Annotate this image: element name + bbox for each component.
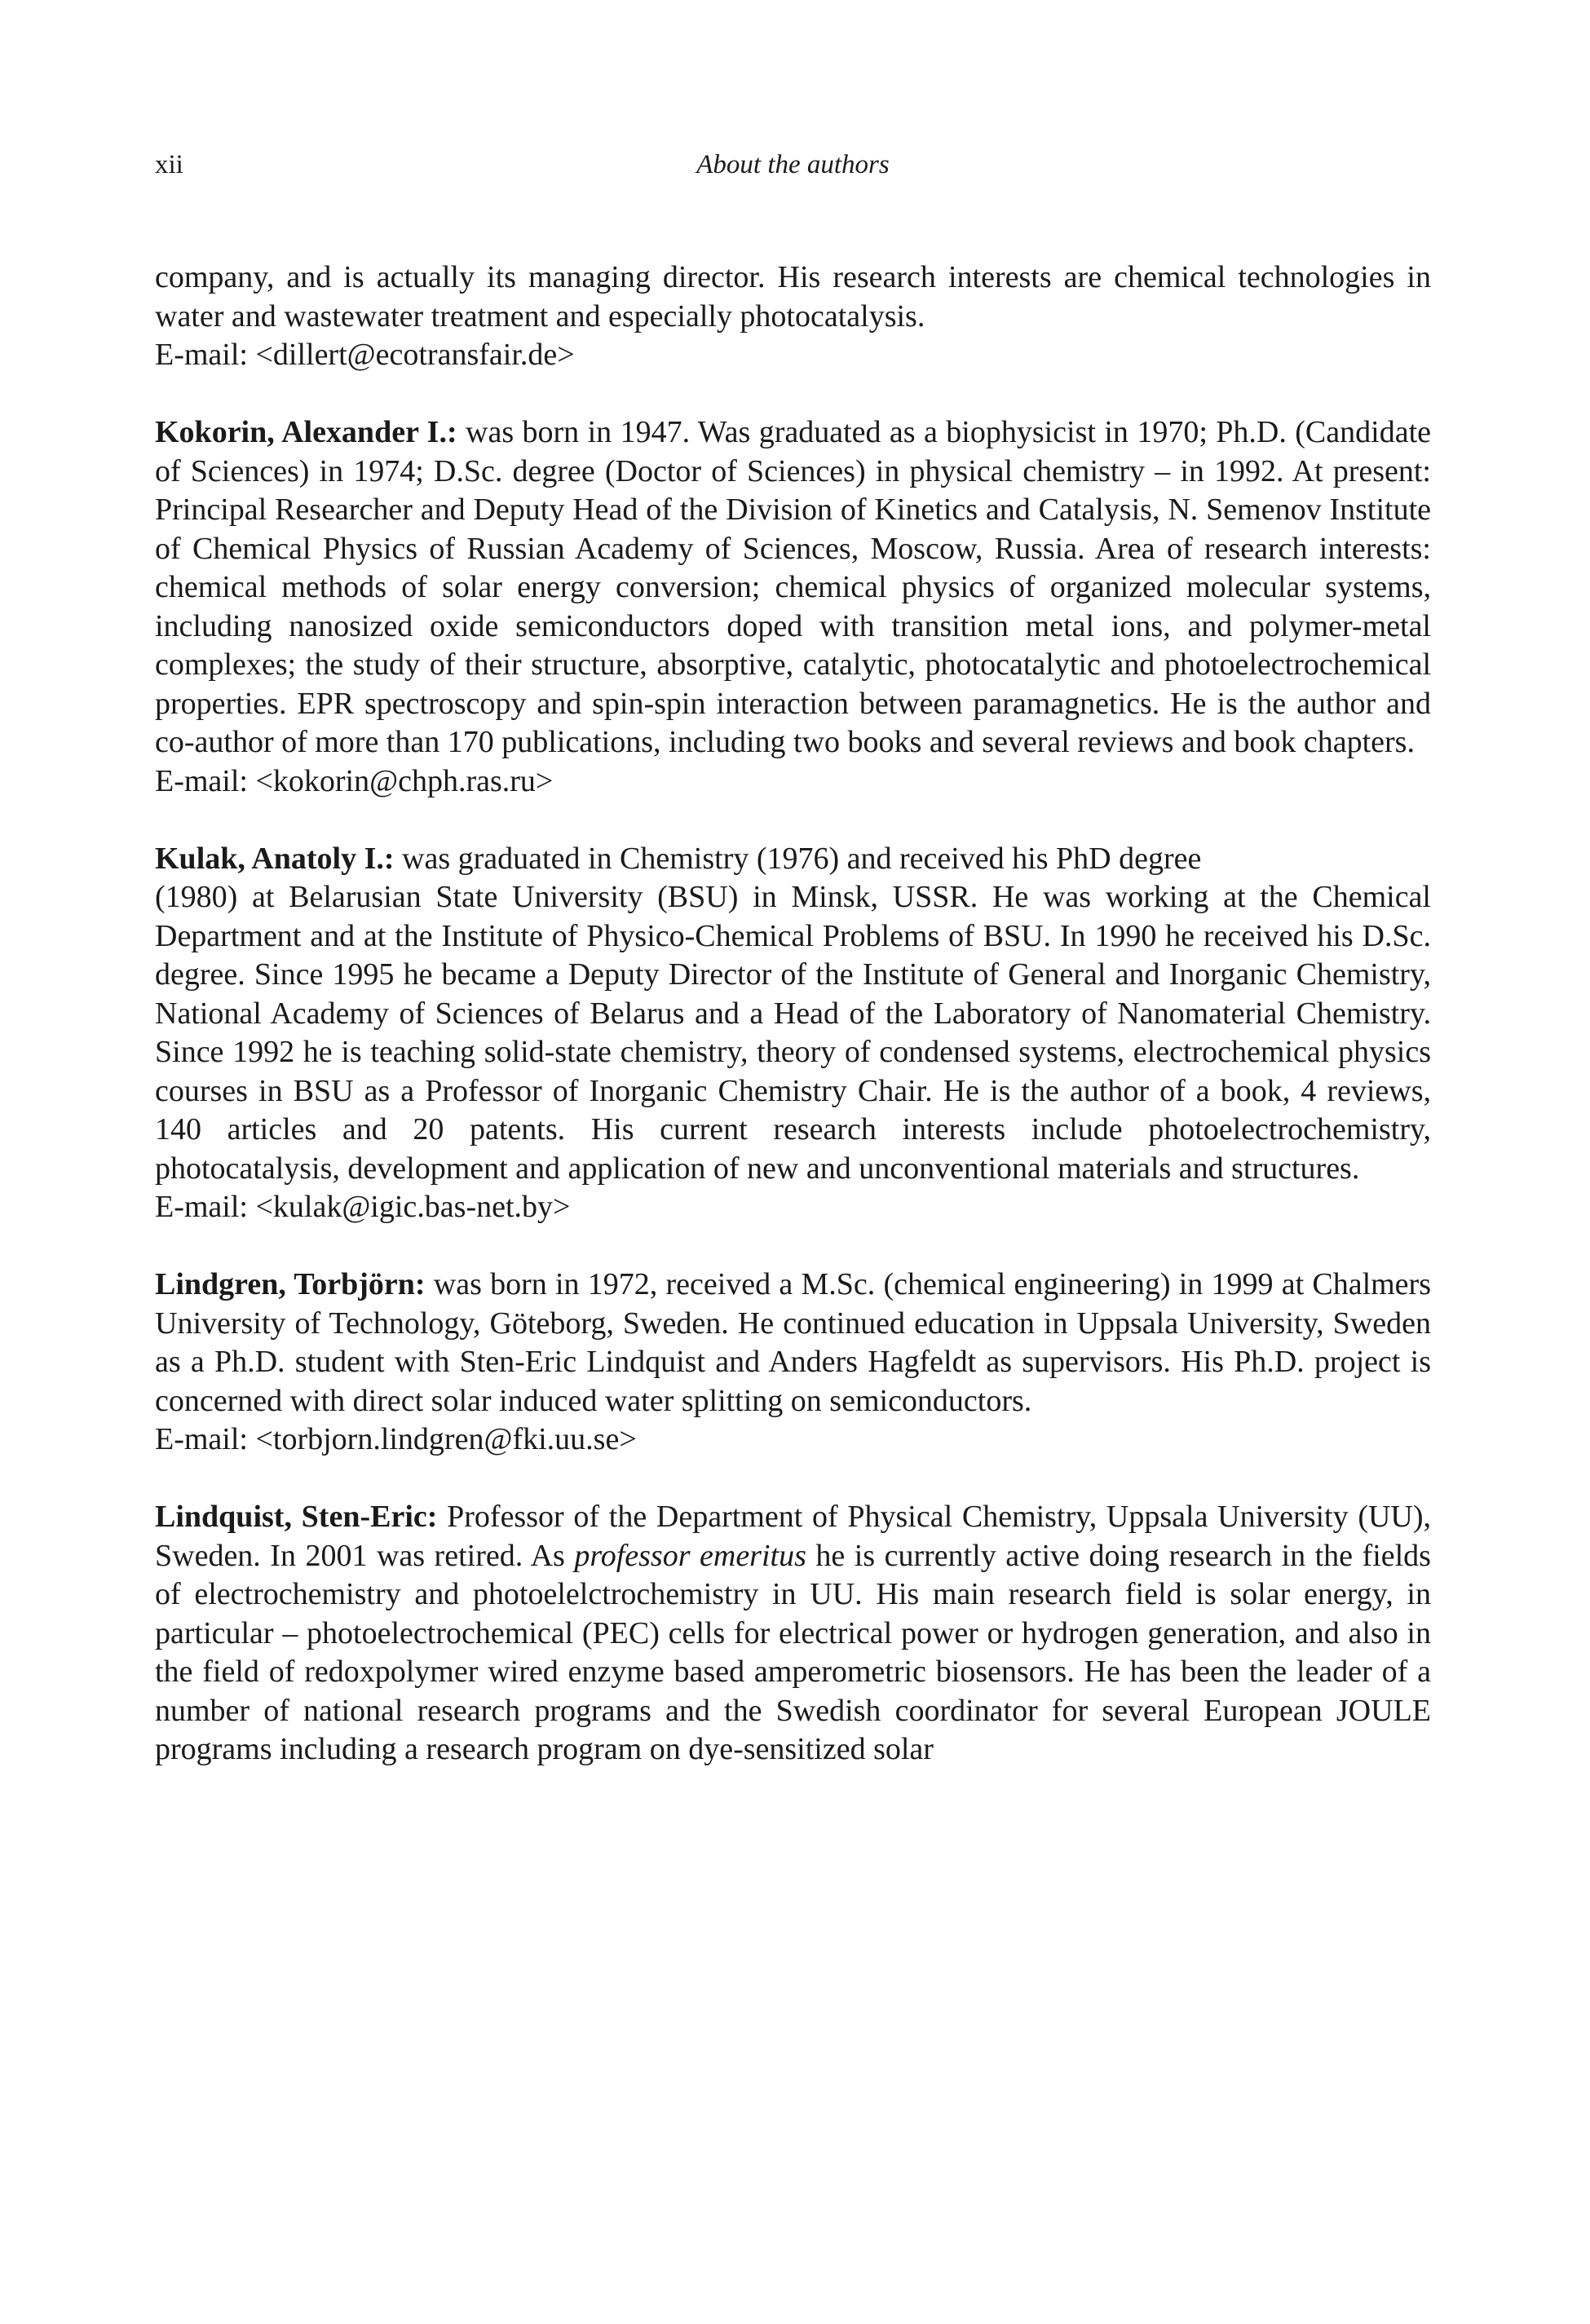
running-head-title: About the authors [696, 150, 890, 179]
bio-body: was born in 1972, received a M.Sc. (chemical engineering) in 1999 at Chalmers University of Technology, Göteborg, Sweden. He continued education in Uppsala University, Sweden as a Ph.D. student with Sten-Eric Lindquist and Anders Hagfeldt as supervisors. His Ph.D. project is concerned with direct solar induced water splitting on semiconductors. [155, 1267, 1431, 1418]
bio-kulak [155, 840, 1431, 1227]
bio-kokorin [155, 413, 1431, 801]
bio-italic-phrase: professor emeritus [574, 1538, 806, 1573]
page-number: xii [155, 150, 183, 179]
bio-email: E-mail: <dillert@ecotransfair.de> [155, 338, 575, 372]
author-name: Lindgren, Torbjörn: [155, 1267, 426, 1301]
running-head [155, 147, 1431, 183]
bio-text [155, 413, 1431, 762]
bio-email: E-mail: <torbjorn.lindgren@fki.uu.se> [155, 1422, 637, 1456]
bio-lindquist [155, 1498, 1431, 1770]
bio-body: (1980) at Belarusian State University (BSU) in Minsk, USSR. He was working at the Chemical Department and at the Institute of Physico-Chemical Problems of BSU. In 1990 he received his D.Sc. degree. Since 1995 he became a Deputy Director of the Institute of General and Inorganic Chemistry, National Academy of Sciences of Belarus and a Head of the Laboratory of Nanomaterial Chemistry. Since 1992 he is teaching solid-state chemistry, theory of condensed systems, electrochemical physics courses in BSU as a Professor of Inorganic Chemistry Chair. He is the author of a book, 4 reviews, 140 articles and 20 patents. His current research interests include photoelectrochemistry, photocatalysis, development and application of new and unconventional materials and structures. [155, 880, 1431, 1186]
author-bios [155, 258, 1431, 1808]
bio-email: E-mail: <kulak@igic.bas-net.by> [155, 1190, 571, 1224]
author-name: Kokorin, Alexander I.: [155, 415, 457, 449]
bio-text [155, 1266, 1431, 1420]
bio-body-part-a: Professor of the Department of Physical Chemistry, Uppsala University (UU), Sweden. In 2001 was retired. As [155, 1500, 1432, 1573]
bio-lindgren [155, 1266, 1431, 1460]
bio-email: E-mail: <kokorin@chph.ras.ru> [155, 763, 554, 798]
bio-continuation [155, 258, 1431, 375]
bio-body-part-b: he is currently active doing research in the fields of electrochemistry and photoelelctrochemistry in UU. His main research field is solar energy, in particular – photoelectrochemical (PEC) cells for electrical power or hydrogen generation, and also in the field of redoxpolymer wired enzyme based amperometric biosensors. He has been the leader of a number of national research programs and the Swedish coordinator for several European JOULE programs including a research program on dye-sensitized solar [155, 1538, 1431, 1766]
author-name: Kulak, Anatoly I.: [155, 841, 395, 876]
bio-first-line [155, 840, 1431, 879]
bio-text: company, and is actually its managing director. His research interests are chemical technologies in water and wastewater treatment and especially photocatalysis. [155, 260, 1431, 334]
bio-body: was born in 1947. Was graduated as a biophysicist in 1970; Ph.D. (Candidate of Sciences) in 1974; D.Sc. degree (Doctor of Sciences) in physical chemistry – in 1992. At present: Principal Researcher and Deputy Head of the Division of Kinetics and Catalysis, N. Semenov Institute of Chemical Physics of Russian Academy of Sciences, Moscow, Russia. Area of research interests: chemical methods of solar energy conversion; chemical physics of organized molecular systems, including nanosized oxide semiconductors doped with transition metal ions, and polymer-metal complexes; the study of their structure, absorptive, catalytic, photocatalytic and photoelectrochemical properties. EPR spectroscopy and spin-spin interaction between paramagnetics. He is the author and co-author of more than 170 publications, including two books and several reviews and book chapters. [155, 415, 1431, 759]
bio-body-first-line: was graduated in Chemistry (1976) and received his PhD degree [394, 841, 1202, 876]
author-name: Lindquist, Sten-Eric: [155, 1500, 438, 1534]
bio-text [155, 1498, 1431, 1770]
